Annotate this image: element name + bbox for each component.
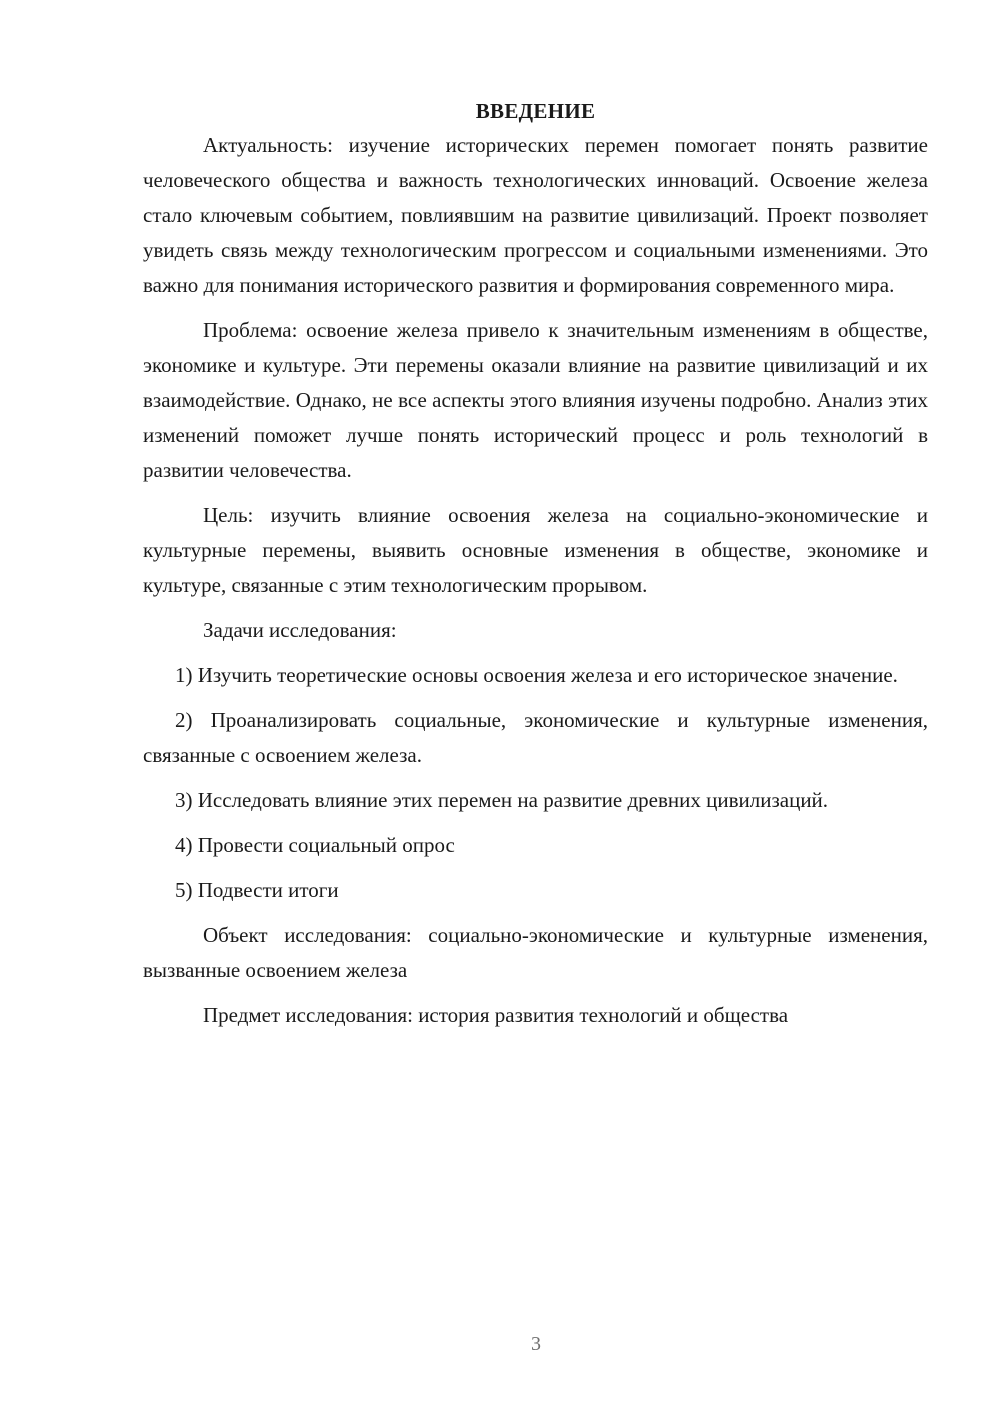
task-item: 4) Провести социальный опрос [175,833,455,857]
task-item: 2) Проанализировать социальные, экономические и культурные изменения, связанные с освоением железа. [143,708,928,767]
tasks-heading: Задачи исследования: [203,618,397,642]
paragraph-object: Объект исследования: социально-экономические и культурные изменения, вызванные освоением железа [143,923,928,982]
task-item: 1) Изучить теоретические основы освоения железа и его историческое значение. [175,663,898,687]
task-item: 5) Подвести итоги [175,878,339,902]
document-page [143,96,928,1043]
task-item: 3) Исследовать влияние этих перемен на развитие древних цивилизаций. [175,788,829,812]
tasks-list [143,658,928,908]
section-title: ВВЕДЕНИЕ [475,99,596,123]
paragraph-relevance: Актуальность: изучение исторических перемен помогает понять развитие человеческого общества и важность технологических инноваций. Освоение железа стало ключевым событием, повлиявшим на развитие цивилизаций. Проект позволяет увидеть связь между технологическим прогрессом и социальными изменениями. Это важно для понимания исторического развития и формирования современного мира. [143,133,928,297]
page-number: 3 [531,1333,541,1355]
paragraph-problem: Проблема: освоение железа привело к значительным изменениям в обществе, экономике и культуре. Эти перемены оказали влияние на развитие цивилизаций и их взаимодействие. Однако, не все аспекты этого влияния изучены подробно. Анализ этих изменений поможет лучше понять исторический процесс и роль технологий в развитии человечества. [143,318,928,482]
paragraph-goal: Цель: изучить влияние освоения железа на социально-экономические и культурные перемены, выявить основные изменения в обществе, экономике и культуре, связанные с этим технологическим прорывом. [143,503,928,597]
paragraph-subject: Предмет исследования: история развития технологий и общества [203,1003,789,1027]
